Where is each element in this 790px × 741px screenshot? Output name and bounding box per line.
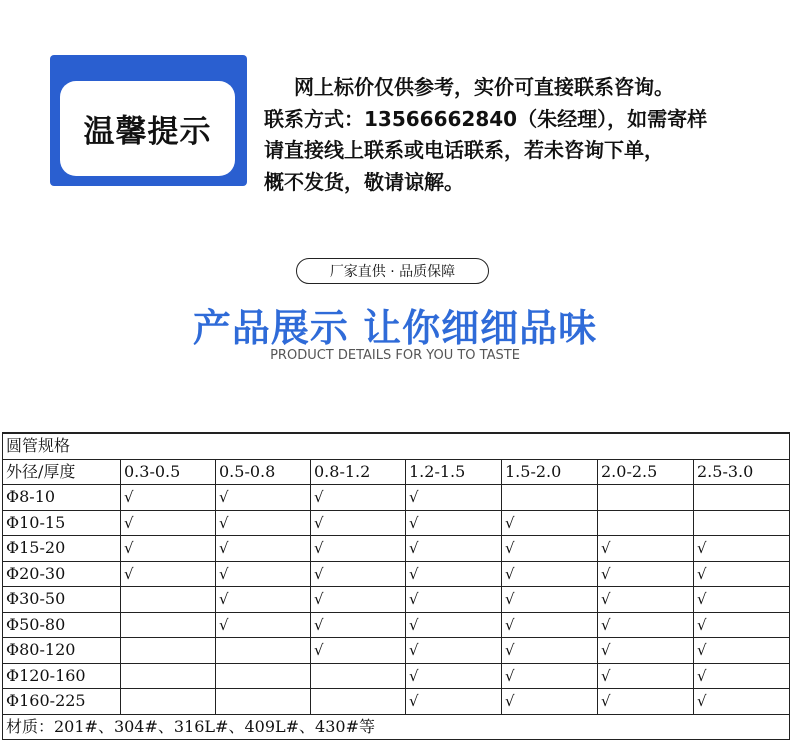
empty-cell xyxy=(598,510,694,536)
check-mark-icon: √ xyxy=(502,561,598,587)
check-mark-icon: √ xyxy=(598,612,694,638)
check-mark-icon: √ xyxy=(121,536,216,562)
table-row xyxy=(3,485,790,511)
check-mark-icon: √ xyxy=(598,663,694,689)
column-header: 1.5-2.0 xyxy=(502,459,598,485)
check-mark-icon: √ xyxy=(694,536,790,562)
section-tag: 厂家直供 · 品质保障 xyxy=(296,258,489,284)
check-mark-icon: √ xyxy=(598,536,694,562)
check-mark-icon: √ xyxy=(216,485,311,511)
spec-table xyxy=(2,432,790,740)
check-mark-icon: √ xyxy=(311,485,406,511)
row-label: Φ30-50 xyxy=(3,587,121,613)
row-label: Φ50-80 xyxy=(3,612,121,638)
check-mark-icon: √ xyxy=(311,638,406,664)
row-label: Φ10-15 xyxy=(3,510,121,536)
empty-cell xyxy=(311,689,406,715)
section-subtitle: PRODUCT DETAILS FOR YOU TO TASTE xyxy=(270,348,520,363)
column-header: 1.2-1.5 xyxy=(406,459,502,485)
check-mark-icon: √ xyxy=(502,587,598,613)
check-mark-icon: √ xyxy=(406,561,502,587)
check-mark-icon: √ xyxy=(406,536,502,562)
check-mark-icon: √ xyxy=(216,612,311,638)
check-mark-icon: √ xyxy=(502,638,598,664)
table-row xyxy=(3,561,790,587)
check-mark-icon: √ xyxy=(406,663,502,689)
check-mark-icon: √ xyxy=(406,689,502,715)
notice-line: 网上标价仅供参考，实价可直接联系咨询。 xyxy=(294,75,674,99)
check-mark-icon: √ xyxy=(502,510,598,536)
row-label: Φ80-120 xyxy=(3,638,121,664)
table-row xyxy=(3,638,790,664)
row-label: Φ8-10 xyxy=(3,485,121,511)
empty-cell xyxy=(121,638,216,664)
table-row xyxy=(3,689,790,715)
row-label: Φ15-20 xyxy=(3,536,121,562)
check-mark-icon: √ xyxy=(406,510,502,536)
check-mark-icon: √ xyxy=(406,485,502,511)
check-mark-icon: √ xyxy=(311,536,406,562)
notice-badge xyxy=(50,55,247,186)
check-mark-icon: √ xyxy=(121,510,216,536)
empty-cell xyxy=(598,485,694,511)
check-mark-icon: √ xyxy=(216,510,311,536)
section-title: 产品展示 让你细细品味 xyxy=(192,306,598,350)
check-mark-icon: √ xyxy=(694,638,790,664)
check-mark-icon: √ xyxy=(502,689,598,715)
check-mark-icon: √ xyxy=(598,587,694,613)
check-mark-icon: √ xyxy=(598,561,694,587)
check-mark-icon: √ xyxy=(311,510,406,536)
material-note: 材质：201#、304#、316L#、409L#、430#等 xyxy=(3,714,790,740)
column-header: 2.0-2.5 xyxy=(598,459,694,485)
empty-cell xyxy=(502,485,598,511)
empty-cell xyxy=(216,689,311,715)
notice-line: 联系方式：13566662840（朱经理），如需寄样 xyxy=(264,106,708,131)
check-mark-icon: √ xyxy=(406,612,502,638)
check-mark-icon: √ xyxy=(121,561,216,587)
check-mark-icon: √ xyxy=(406,638,502,664)
notice-line: 概不发货，敬请谅解。 xyxy=(264,169,464,194)
check-mark-icon: √ xyxy=(311,587,406,613)
spec-table-title: 圆管规格 xyxy=(3,433,790,459)
check-mark-icon: √ xyxy=(598,689,694,715)
check-mark-icon: √ xyxy=(311,561,406,587)
empty-cell xyxy=(694,510,790,536)
check-mark-icon: √ xyxy=(694,612,790,638)
empty-cell xyxy=(216,638,311,664)
table-row xyxy=(3,587,790,613)
empty-cell xyxy=(311,663,406,689)
empty-cell xyxy=(121,663,216,689)
row-label: Φ160-225 xyxy=(3,689,121,715)
table-row xyxy=(3,536,790,562)
row-label: Φ120-160 xyxy=(3,663,121,689)
check-mark-icon: √ xyxy=(598,638,694,664)
check-mark-icon: √ xyxy=(216,561,311,587)
column-header: 0.3-0.5 xyxy=(121,459,216,485)
check-mark-icon: √ xyxy=(694,587,790,613)
empty-cell xyxy=(694,485,790,511)
table-row xyxy=(3,612,790,638)
spec-title-row xyxy=(3,433,790,459)
column-header: 0.5-0.8 xyxy=(216,459,311,485)
material-row xyxy=(3,714,790,740)
check-mark-icon: √ xyxy=(502,663,598,689)
empty-cell xyxy=(121,689,216,715)
corner-label: 外径/厚度 xyxy=(3,459,121,485)
spec-header-row xyxy=(3,459,790,485)
row-label: Φ20-30 xyxy=(3,561,121,587)
empty-cell xyxy=(121,587,216,613)
notice-line: 请直接线上联系或电话联系，若未咨询下单， xyxy=(264,138,664,162)
empty-cell xyxy=(121,612,216,638)
check-mark-icon: √ xyxy=(311,612,406,638)
empty-cell xyxy=(216,663,311,689)
column-header: 2.5-3.0 xyxy=(694,459,790,485)
notice-badge-title: 温馨提示 xyxy=(60,81,235,176)
check-mark-icon: √ xyxy=(694,561,790,587)
check-mark-icon: √ xyxy=(216,536,311,562)
notice-text xyxy=(264,72,784,198)
table-row xyxy=(3,663,790,689)
column-header: 0.8-1.2 xyxy=(311,459,406,485)
check-mark-icon: √ xyxy=(121,485,216,511)
check-mark-icon: √ xyxy=(406,587,502,613)
check-mark-icon: √ xyxy=(502,536,598,562)
check-mark-icon: √ xyxy=(694,689,790,715)
check-mark-icon: √ xyxy=(694,663,790,689)
check-mark-icon: √ xyxy=(216,587,311,613)
table-row xyxy=(3,510,790,536)
check-mark-icon: √ xyxy=(502,612,598,638)
